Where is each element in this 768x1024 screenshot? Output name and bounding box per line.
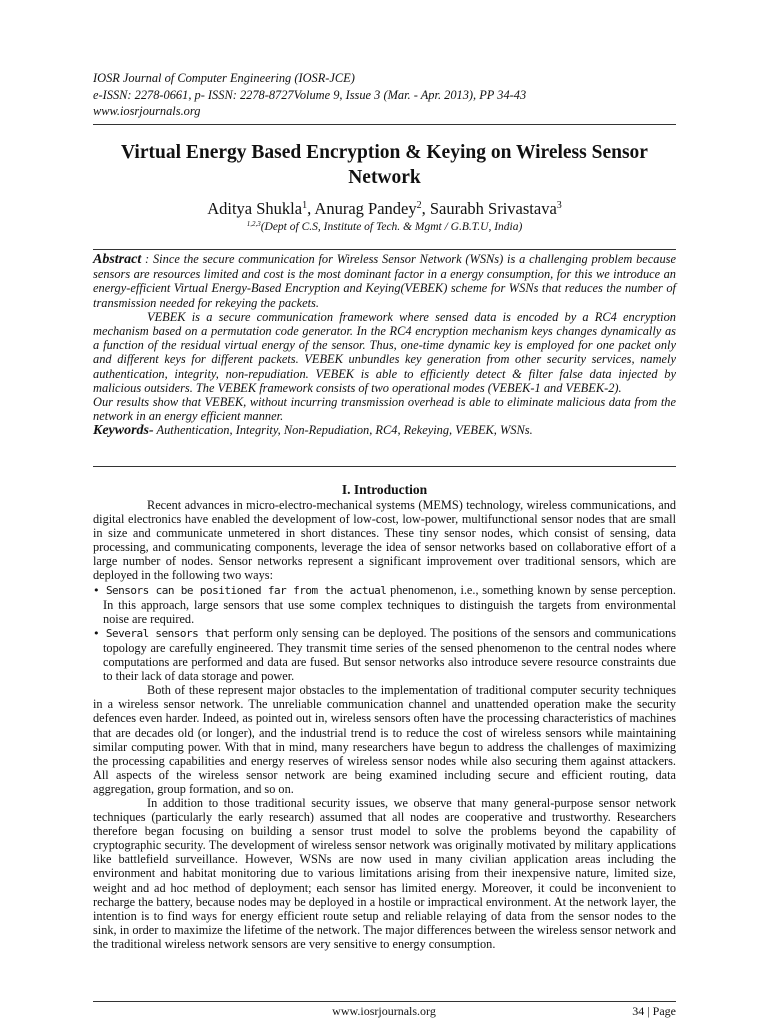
bullet-item bbox=[93, 626, 676, 683]
footer-website: www.iosrjournals.org bbox=[332, 1004, 436, 1018]
author-affiliation-marker: 1 bbox=[302, 200, 308, 211]
abstract-paragraph-2: VEBEK is a secure communication framework where sensed data is encoded by a RC4 encryption mechanism based on a permutation code generator. In the RC4 encryption mechanism keys changes dynamically as a function of the residual virtual energy of the sensor. Thus, one-time dynamic key is employed for one packet only and different keys for different packets. VEBEK unbundles key generation from other security services, namely authentication, integrity, non-repudiation. VEBEK is able to efficiently detect & filter false data injected by malicious outsiders. The VEBEK framework consists of two operational modes (VEBEK-1 and VEBEK-2). bbox=[93, 309, 676, 395]
bullet-text: perform only sensing can be deployed. The positions of the sensors and communications topology are carefully engineered. They transmit time series of the sensed phenomenon to the central nodes where computations are performed and data are fused. But sensor networks also introduce severe resource constraints due to their lack of data storage and power. bbox=[103, 625, 676, 684]
body-paragraph: In addition to those traditional security issues, we observe that many general-purpose sensor network techniques (particularly the early research) assumed that all nodes are cooperative and trustworthy. Researchers therefore began focusing on building a sensor trust model to solve the problems beyond the capability of cryptographic security. The development of wireless sensor network was originally motivated by military applications like battlefield surveillance. However, WSNs are now used in many civilian application areas including the environment and habitat monitoring due to various limitations arising from their inexpensive nature, limited size, weight and ad hoc method of deployment; each sensor has limited energy. Moreover, it could be inconvenient to recharge the battery, because nodes may be deployed in a hostile or impractical environment. At the network layer, the intention is to find ways for energy efficient route setup and reliable relaying of data from the sensor nodes to the sink, in order to maximize the lifetime of the network. The major differences between the wireless sensor network and the traditional wireless network sensors are very sensitive to energy consumption. bbox=[93, 795, 676, 951]
journal-issn: e-ISSN: 2278-0661, p- ISSN: 2278-8727Volume 9, Issue 3 (Mar. - Apr. 2013), PP 34-43 bbox=[93, 87, 527, 102]
paper-title: Virtual Energy Based Encryption & Keying on Wireless Sensor Network bbox=[121, 142, 648, 188]
bullet-lead-text: • Several sensors that bbox=[93, 626, 230, 640]
journal-header bbox=[93, 70, 526, 120]
page-number: 34 | Page bbox=[632, 1004, 676, 1018]
keywords-heading: Keywords- bbox=[93, 423, 154, 439]
bullet-lead-text: • Sensors can be positioned far from the actual bbox=[93, 583, 387, 597]
header-divider bbox=[93, 124, 676, 125]
affiliation-marker: 1,2,3 bbox=[246, 220, 261, 228]
journal-website: www.iosrjournals.org bbox=[93, 104, 201, 118]
author-name: Saurabh Srivastava bbox=[429, 199, 557, 218]
author-name: Anurag Pandey bbox=[314, 199, 417, 218]
section-heading-introduction: I. Introduction bbox=[341, 482, 428, 497]
body-paragraph: Recent advances in micro-electro-mechanical systems (MEMS) technology, wireless communications, and digital electronics have enabled the development of low-cost, low-power, multifunctional sensor nodes that are small in size and communicate unmetered in short distances. These tiny sensor nodes, which consist of sensing, data processing, and communicating components, leverage the idea of sensor networks based on collaborative effort of a large number of nodes. Sensor networks represent a significant improvement over traditional sensors, which are deployed in the following two ways: bbox=[93, 498, 676, 583]
abstract bbox=[93, 252, 676, 439]
abstract-heading: Abstract bbox=[93, 252, 142, 267]
affiliation bbox=[93, 220, 676, 233]
footer-divider bbox=[93, 1001, 676, 1002]
author-affiliation-marker: 3 bbox=[556, 200, 562, 211]
keywords-list: Authentication, Integrity, Non-Repudiation, RC4, Rekeying, VEBEK, WSNs. bbox=[153, 423, 533, 438]
affiliation-text: (Dept of C.S, Institute of Tech. & Mgmt / G.B.T.U, India) bbox=[260, 221, 523, 233]
abstract-paragraph-3: Our results show that VEBEK, without incurring transmission overhead is able to eliminate malicious data from the network in an energy efficient manner. bbox=[93, 395, 676, 424]
bullet-text: phenomenon, i.e., something known by sense perception. In this approach, large sensors that use some complex techniques to distinguish the targets from environmental noise are required. bbox=[103, 582, 676, 626]
author-affiliation-marker: 2 bbox=[416, 200, 422, 211]
abstract-separator: : bbox=[141, 252, 153, 266]
abstract-bottom-divider bbox=[93, 466, 676, 467]
journal-name: IOSR Journal of Computer Engineering (IOSR-JCE) bbox=[93, 71, 355, 85]
introduction-body bbox=[93, 498, 676, 951]
body-paragraph: Both of these represent major obstacles to the implementation of traditional computer security techniques in a wireless sensor network. The unreliable communication channel and unattended operation make the security defences even harder. Indeed, as pointed out in, wireless sensors often have the processing characteristics of machines that are decades old (or longer), and the industrial trend is to reduce the cost of wireless sensors while maintaining similar computing power. With that in mind, many researchers have begun to address the challenges of maximizing the processing capabilities and energy reserves of wireless sensor nodes while also securing them against attackers. All aspects of the wireless sensor network are being examined including secure and efficient routing, data aggregation, group formation, and so on. bbox=[93, 683, 676, 796]
bullet-item bbox=[93, 583, 676, 626]
author-name: Aditya Shukla bbox=[207, 199, 303, 218]
abstract-paragraph-1: Since the secure communication for Wireless Sensor Network (WSNs) is a challenging problem because sensors are resources limited and cost is the most dominant factor in a energy consumption, for this we introduce an energy-efficient Virtual Energy-Based Encryption and Keying(VEBEK) scheme for WSNs that reduces the number of transmission needed for rekeying the packets. bbox=[93, 252, 676, 310]
abstract-top-divider bbox=[93, 249, 676, 250]
author-list: Aditya Shukla$^1$, Anurag Pandey$^2$, Saurabh Srivastava$^3$ bbox=[207, 199, 562, 218]
